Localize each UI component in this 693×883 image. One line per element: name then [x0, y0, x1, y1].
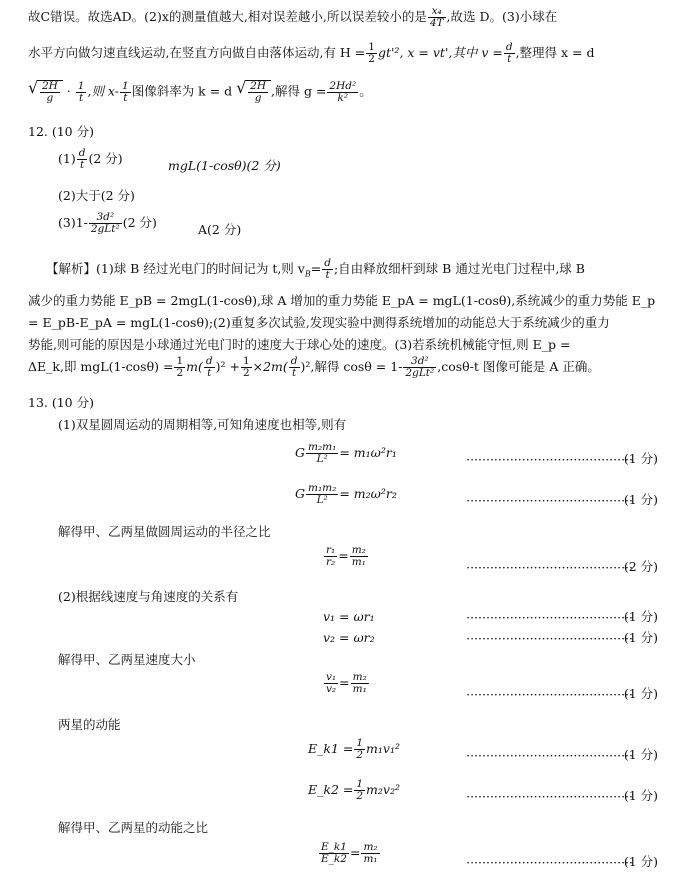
q12-answer-3b: A(2 分) [198, 222, 242, 237]
fraction: $\frac{\text{x₄}}{4T}$ [429, 5, 444, 29]
q13-step3: (2)根据线速度与角速度的关系有 [58, 589, 239, 604]
score-label: (1 分) [623, 630, 658, 645]
score-label: (1 分) [623, 788, 658, 803]
leader-dots: ·········································· [466, 610, 633, 625]
leader-dots: ·········································· [466, 687, 633, 702]
q13-step2: 解得甲、乙两星做圆周运动的半径之比 [58, 524, 271, 539]
equation-4: v₁ = ωr₁ [323, 609, 375, 624]
q12-analysis-line4: 势能,则可能的原因是小球通过光电门时的速度大于球心处的速度。(3)若系统机械能守恒,则 E_p = [28, 337, 571, 352]
equation-7: E_k1 = $\frac{1}{2}$ m₁v₁² [308, 737, 400, 761]
q13-heading: 13. (10 分) [28, 395, 94, 410]
q12-answer-3: (3)1- $\frac{\text{3d²}}{\text{2gLt²}}$ (2 分) [58, 211, 157, 235]
leader-dots: ·········································· [466, 493, 633, 508]
q13-step4: 解得甲、乙两星速度大小 [58, 652, 196, 667]
q12-analysis-line5: ΔE_k,即 mgL(1-cosθ) = $\frac{1}{2}$ m( $\frac{d}{t}$ )² + $\frac{1}{2}$ ×2m( $\frac{d}{t}$ )²,解得 cosθ = 1- $\frac{\text{3d²}}{\text{2gLt²}}$ ,cosθ-t 图像可能是 A 正确。 [28, 355, 600, 379]
score-label: (1 分) [623, 747, 658, 762]
leader-dots: ·········································· [466, 452, 633, 467]
equation-9: $\frac{E\_k1}{E\_k2}$ = $\frac{\text{m₂}}{\text{m₁}}$ [321, 841, 378, 865]
score-label: (2 分) [623, 559, 658, 574]
fraction: $\frac{1}{t}$ [77, 79, 85, 104]
q12-answer-1b: mgL(1-cosθ)(2 分) [168, 158, 281, 173]
q12-analysis-line3: = E_pB-E_pA = mgL(1-cosθ);(2)重复多次试验,发现实验中测得系统增加的动能总大于系统减少的重力 [28, 315, 610, 330]
equation-3: $\frac{\text{r₁}}{\text{r₂}}$ = $\frac{\text{m₂}}{\text{m₁}}$ [326, 544, 366, 568]
score-label: (1 分) [623, 854, 658, 869]
q12-analysis-line2: 减少的重力势能 E_pB = 2mgL(1-cosθ),球 A 增加的重力势能 E_pA = mgL(1-cosθ),系统减少的重力势能 E_p [28, 293, 656, 308]
para1-line2: 水平方向做匀速直线运动,在竖直方向做自由落体运动,有 H = $\frac{1}{2}$ gt'², x = vt',其中 v = $\frac{d}{t}$ ,整理得 x = d [28, 41, 595, 65]
q12-answer-2: (2)大于(2 分) [58, 188, 135, 203]
q12-answer-1: (1) $\frac{d}{t}$ (2 分) [58, 147, 123, 171]
score-label: (1 分) [623, 451, 658, 466]
sqrt-expression: √ $\frac{2H}{g}$ [236, 80, 271, 104]
leader-dots: ·········································· [466, 789, 633, 804]
score-label: (1 分) [623, 609, 658, 624]
para1-line1: 故C错误。故选AD。(2)x的测量值越大,相对误差越小,所以误差较小的是 $\frac{\text{x₄}}{4T}$ ,故选 D。(3)小球在 [28, 5, 558, 29]
q12-analysis-line1: 【解析】(1)球 B 经过光电门的时间记为 t,则 $v_B=$ $\frac{d}{t}$ ;自由释放细杆到球 B 通过光电门过程中,球 B [46, 257, 585, 281]
fraction: $\frac{1}{2}$ [368, 41, 375, 65]
q12-heading: 12. (10 分) [28, 124, 94, 139]
sqrt-expression: √ $\frac{2H}{g}$ [28, 80, 63, 104]
leader-dots: ·········································· [466, 855, 633, 870]
equation-6: $\frac{\text{v₁}}{\text{v₂}}$ = $\frac{\text{m₂}}{\text{m₁}}$ [326, 671, 367, 695]
q13-step1: (1)双星圆周运动的周期相等,可知角速度也相等,则有 [58, 417, 347, 432]
equation-8: E_k2 = $\frac{1}{2}$ m₂v₂² [308, 778, 400, 802]
fraction: $\frac{d}{t}$ [505, 41, 513, 65]
q13-step5: 两星的动能 [58, 717, 121, 732]
equation-1: G $\frac{\text{m₂m₁}}{\text{L²}}$ = m₁ω²r₁ [295, 441, 397, 465]
leader-dots: ·········································· [466, 748, 633, 763]
para1-line3: √ $\frac{2H}{g}$ · $\frac{1}{t}$ ,则 x- $\frac{1}{t}$ 图像斜率为 k = d √ $\frac{2H}{g}$ ,解得 g = $\frac{\text{2Hd²}}{\text{k²}}$ 。 [28, 78, 372, 104]
score-label: (1 分) [623, 492, 658, 507]
fraction: $\frac{\text{2Hd²}}{\text{k²}}$ [329, 79, 357, 104]
score-label: (1 分) [623, 686, 658, 701]
q13-step6: 解得甲、乙两星的动能之比 [58, 820, 209, 835]
fraction: $\frac{1}{t}$ [122, 79, 129, 104]
equation-5: v₂ = ωr₂ [323, 630, 375, 645]
leader-dots: ·········································· [466, 560, 633, 575]
equation-2: G $\frac{\text{m₁m₂}}{\text{L²}}$ = m₂ω²r₂ [295, 482, 397, 506]
leader-dots: ·········································· [466, 631, 633, 646]
